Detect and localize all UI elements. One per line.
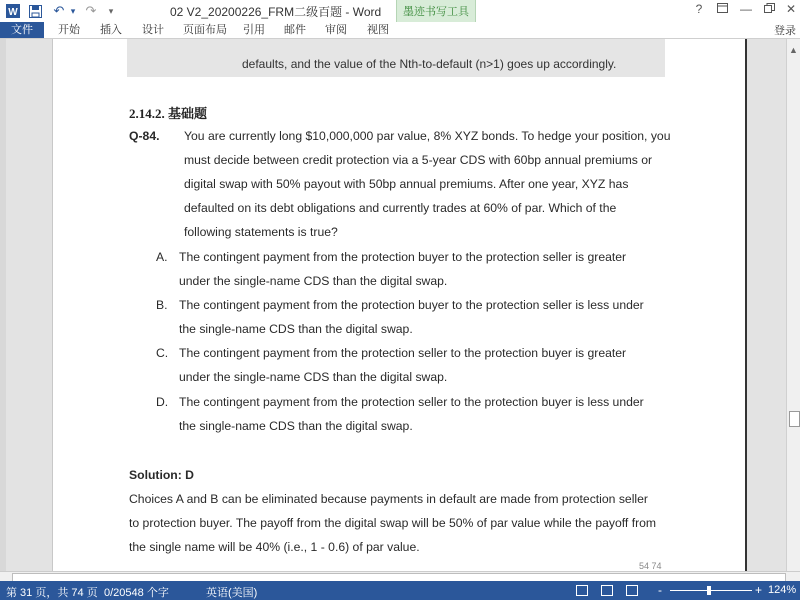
zoom-level[interactable]: 124%: [768, 584, 797, 596]
callout-box: [127, 39, 665, 77]
scroll-thumb[interactable]: [789, 411, 800, 427]
zoom-slider-knob[interactable]: [707, 586, 711, 595]
svg-text:W: W: [8, 7, 18, 18]
solution-line: Choices A and B can be eliminated because payments in default are made from protection seller: [129, 492, 648, 506]
restore-icon[interactable]: [760, 2, 778, 16]
help-button[interactable]: ?: [695, 2, 703, 16]
document-page[interactable]: [52, 39, 745, 571]
redo-icon[interactable]: ↷: [85, 3, 97, 18]
question-line: You are currently long $10,000,000 par value, 8% XYZ bonds. To hedge your position, you: [184, 129, 671, 143]
word-count[interactable]: 0/20548 个字: [104, 587, 169, 599]
tab-view[interactable]: 视图: [367, 24, 389, 36]
undo-dropdown-icon[interactable]: ▾: [70, 5, 76, 16]
left-margin-bar: [0, 39, 6, 571]
ribbon-display-options-icon[interactable]: [713, 2, 731, 16]
solution-line: to protection buyer. The payoff from the digital swap will be 50% of par value while the payoff from: [129, 516, 657, 530]
language-indicator[interactable]: 英语(美国): [206, 587, 258, 599]
tab-home[interactable]: 开始: [58, 24, 80, 36]
solution-heading: Solution: D: [129, 468, 194, 482]
word-app-icon[interactable]: [4, 2, 22, 20]
option-letter: B.: [156, 298, 168, 312]
tab-mailings[interactable]: 邮件: [284, 24, 306, 36]
option-letter: D.: [156, 395, 169, 409]
sign-in-link[interactable]: 登录: [774, 25, 796, 37]
web-layout-icon[interactable]: [626, 585, 638, 596]
zoom-out-button[interactable]: -: [658, 583, 662, 597]
option-text: under the single-name CDS than the digital swap.: [179, 274, 448, 288]
print-layout-icon[interactable]: [601, 585, 613, 596]
zoom-slider-track[interactable]: [670, 590, 752, 591]
option-text: the single-name CDS than the digital swap.: [179, 322, 413, 336]
customize-quick-access-icon[interactable]: ▾: [108, 5, 114, 16]
section-heading: 2.14.2. 基础题: [129, 106, 208, 121]
option-letter: C.: [156, 346, 169, 360]
ink-tools-label: 墨迹书写工具: [403, 6, 469, 18]
page-right-edge: [745, 39, 747, 571]
page-corner-number: 54 74: [639, 561, 662, 571]
tab-review[interactable]: 审阅: [325, 24, 347, 36]
option-text: the single-name CDS than the digital swap.: [179, 419, 413, 433]
callout-text: defaults, and the value of the Nth-to-default (n>1) goes up accordingly.: [242, 57, 617, 71]
status-bar: [0, 581, 800, 600]
option-text: The contingent payment from the protection seller to the protection buyer is greater: [179, 346, 627, 360]
option-text: The contingent payment from the protection buyer to the protection seller is less under: [179, 298, 644, 312]
question-line: defaulted on its debt obligations and currently trades at 60% of par. Which of the: [184, 201, 617, 215]
question-line: must decide between credit protection via a 5-year CDS with 60bp annual premiums or: [184, 153, 653, 167]
document-title: 02 V2_20200226_FRM二级百题 - Word: [170, 5, 382, 19]
save-icon[interactable]: [26, 2, 44, 20]
minimize-icon[interactable]: —: [740, 2, 752, 16]
tab-page-layout[interactable]: 页面布局: [183, 24, 227, 36]
page-count[interactable]: 第 31 页，共 74 页: [6, 587, 98, 599]
question-line: following statements is true?: [184, 225, 338, 239]
vertical-scrollbar[interactable]: [786, 39, 800, 571]
option-text: The contingent payment from the protection seller to the protection buyer is less under: [179, 395, 644, 409]
solution-line: the single name will be 40% (i.e., 1 - 0.6) of par value.: [129, 540, 420, 554]
undo-icon[interactable]: ↶: [53, 3, 65, 18]
option-letter: A.: [156, 250, 168, 264]
close-icon[interactable]: ✕: [785, 2, 797, 16]
scroll-up-icon[interactable]: ▲: [789, 45, 798, 55]
read-mode-icon[interactable]: [576, 585, 588, 596]
zoom-in-button[interactable]: +: [755, 583, 763, 597]
tab-references[interactable]: 引用: [243, 24, 265, 36]
tab-design[interactable]: 设计: [142, 24, 164, 36]
option-text: under the single-name CDS than the digital swap.: [179, 370, 448, 384]
ribbon-tabs: [0, 22, 800, 39]
tab-file[interactable]: 文件: [0, 22, 44, 38]
question-line: digital swap with 50% payout with 50bp annual premiums. After one year, XYZ has: [184, 177, 629, 191]
question-number: Q-84.: [129, 129, 160, 143]
tab-insert[interactable]: 插入: [100, 24, 122, 36]
option-text: The contingent payment from the protection buyer to the protection seller is greater: [179, 250, 627, 264]
